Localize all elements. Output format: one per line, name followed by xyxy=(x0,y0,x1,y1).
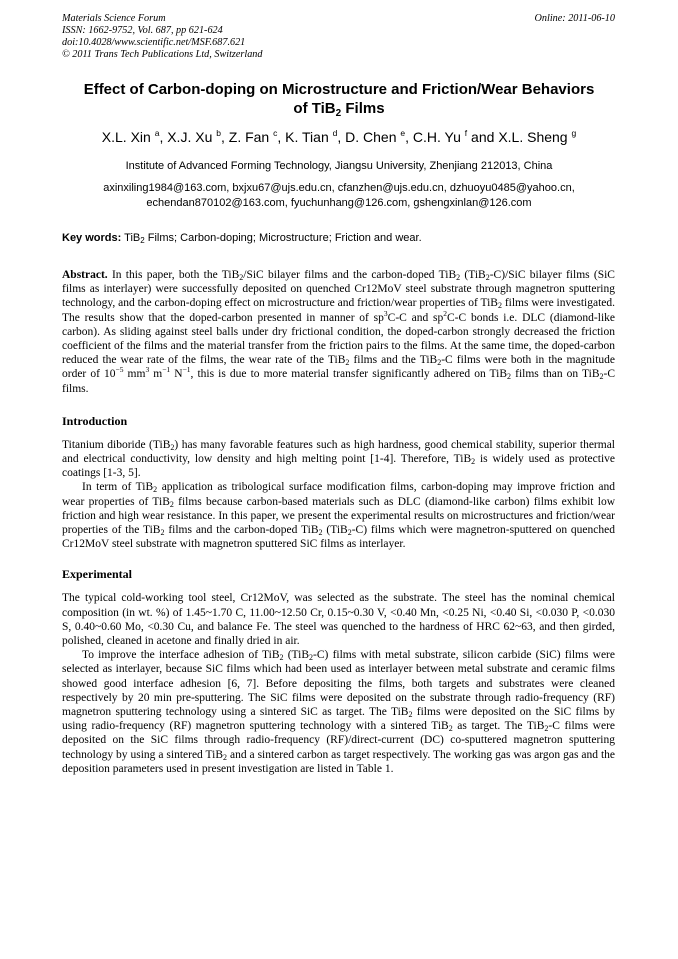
paper-body xyxy=(62,268,615,776)
author-affil-marker: g xyxy=(571,128,577,138)
introduction-paragraph-1: Titanium diboride (TiB$_2$) has many favorable features such as high hardness, good chemical stability, superior thermal and electrical conductivity, low density and high melting point [1-4]. Therefore, TiB$_2$ is widely used as protective coatings [1-3, 5]. xyxy=(62,438,615,480)
author-affil-marker: f xyxy=(464,128,468,138)
experimental-paragraph-2: To improve the interface adhesion of TiB$_2$ (TiB$_2$-C) films with metal substrate, silicon carbide (SiC) films were selected as interlayer, because SiC films which had been used as interlayer between metal substrate and ceramic films showed good interface adhesion [6, 7]. Before depositing the films, both targets and substrates were cleaned respectively by 20 min pre-sputtering. The SiC films were deposited on the substrate through radio-frequency (RF) magnetron sputtering technology using a sintered SiC as target. The TiB$_2$ films were deposited on the SiC films by using radio-frequency (RF) magnetron sputtering technology with a sintered TiB$_2$ as target. The TiB$_2$-C films were deposited on the SiC films through radio-frequency (RF)/direct-current (DC) co-sputtered magnetron sputtering technology by using a sintered TiB$_2$ and a sintered carbon as target respectively. The working gas was argon gas and the deposition parameters used in present investigation are listed in Table 1. xyxy=(62,649,615,775)
paper-title xyxy=(40,80,638,118)
author-emails xyxy=(30,181,648,210)
email-line-1: axinxiling1984@163.com, bxjxu67@ujs.edu.cn, cfanzhen@ujs.edu.cn, dzhuoyu0485@yahoo.cn, xyxy=(103,182,575,194)
copyright-line: © 2011 Trans Tech Publications Ltd, Switzerland xyxy=(62,49,263,60)
author-affil-marker: e xyxy=(400,128,406,138)
title-line-2: of TiB$_2$ Films xyxy=(293,100,385,119)
author-affil-marker: b xyxy=(216,128,221,138)
online-date: Online: 2011-06-10 xyxy=(534,13,615,24)
keywords: Key words: TiB$_2$ Films; Carbon-doping; Microstructure; Friction and wear. xyxy=(62,232,422,245)
email-line-2: echendan870102@163.com, fyuchunhang@126.com, gshengxinlan@126.com xyxy=(146,196,532,209)
author-list: X.L. Xin $^a$, X.J. Xu $^b$, Z. Fan $^c$, K. Tian $^d$, D. Chen $^e$, C.H. Yu $^f$ and X.L. Sheng $^g$ xyxy=(101,128,577,145)
author-name: C.H. Yu xyxy=(412,129,465,145)
affiliation: Institute of Advanced Forming Technology, Jiangsu University, Zhenjiang 212013, China xyxy=(125,160,553,172)
author-name: X.L. Xin xyxy=(101,129,155,145)
abstract-label: Abstract. xyxy=(62,269,108,281)
experimental-heading: Experimental xyxy=(62,567,132,582)
doi-line: doi:10.4028/www.scientific.net/MSF.687.621 xyxy=(62,37,246,48)
introduction-heading: Introduction xyxy=(62,413,128,428)
author-name: X.L. Sheng xyxy=(498,129,572,145)
author-affil-marker: d xyxy=(332,128,338,138)
keywords-label: Key words: xyxy=(62,232,122,244)
title-line-1: Effect of Carbon-doping on Microstructure and Friction/Wear Behaviors xyxy=(83,81,595,98)
issn-line: ISSN: 1662-9752, Vol. 687, pp 621-624 xyxy=(62,25,223,36)
author-name: X.J. Xu xyxy=(167,129,217,145)
author-name: D. Chen xyxy=(345,129,401,145)
journal-name: Materials Science Forum xyxy=(62,13,166,24)
author-affil-marker: a xyxy=(154,128,160,138)
author-affil-marker: c xyxy=(273,128,278,138)
journal-header xyxy=(62,13,262,61)
experimental-paragraph-1: The typical cold-working tool steel, Cr12MoV, was selected as the substrate. The steel has the nominal chemical composition (in wt. %) of 1.45~1.70 C, 11.00~12.50 Cr, 0.15~0.30 V, <0.40 Mn, <0.25 Ni, <0.40 Si, <0.030 P, <0.030 S, 0.40~0.60 Mo, <0.30 Cu, and balance Fe. The steel was quenched to the hardness of HRC 62~63, and then girded, polished, cleaned in acetone and finally dried in air. xyxy=(62,592,615,648)
author-name: Z. Fan xyxy=(228,129,274,145)
introduction-paragraph-2: In term of TiB$_2$ application as tribological surface modification films, carbon-doping may improve friction and wear properties of TiB$_2$ films because carbon-based materials such as DLC (diamond-like carbon) films exhibit low friction and high wear resistance. In this paper, we present the experimental results on microstructures and friction/wear properties of the TiB$_2$ films and the carbon-doped TiB$_2$ (TiB$_2$-C) films which were magnetron-sputtered on quenched Cr12MoV steel substrate with magnetron sputtered SiC films as interlayer. xyxy=(62,481,615,551)
abstract-paragraph: Abstract. In this paper, both the TiB$_2$/SiC bilayer films and the carbon-doped TiB$_2$ (TiB$_2$-C)/SiC bilayer films (SiC films as interlayer) were successfully deposited on quenched Cr12MoV steel substrate through magnetron sputtering technology, and the carbon-doping effect on microstructure and friction/wear properties of TiB$_2$ films were investigated. The results show that the doped-carbon presented in manner of $sp^3C-C$ and $sp^2C-C$ bonds i.e. DLC (diamond-like carbon). As sliding against steel balls under dry frictional condition, the doped-carbon strongly decreased the friction coefficient of the films and the material transfer from the friction pairs to the films. At the same time, the doped-carbon reduced the wear rate of the films, the wear rate of the TiB$_2$ films and the TiB$_2$-C films were both in the magnitude order of $10^{-5}$ $mm^3$ $m^{-1}$ $N^{-1}$, this is due to more material transfer significantly adhered on TiB$_2$ films than on TiB$_2$-C films. xyxy=(62,269,616,395)
author-name: K. Tian xyxy=(285,129,333,145)
